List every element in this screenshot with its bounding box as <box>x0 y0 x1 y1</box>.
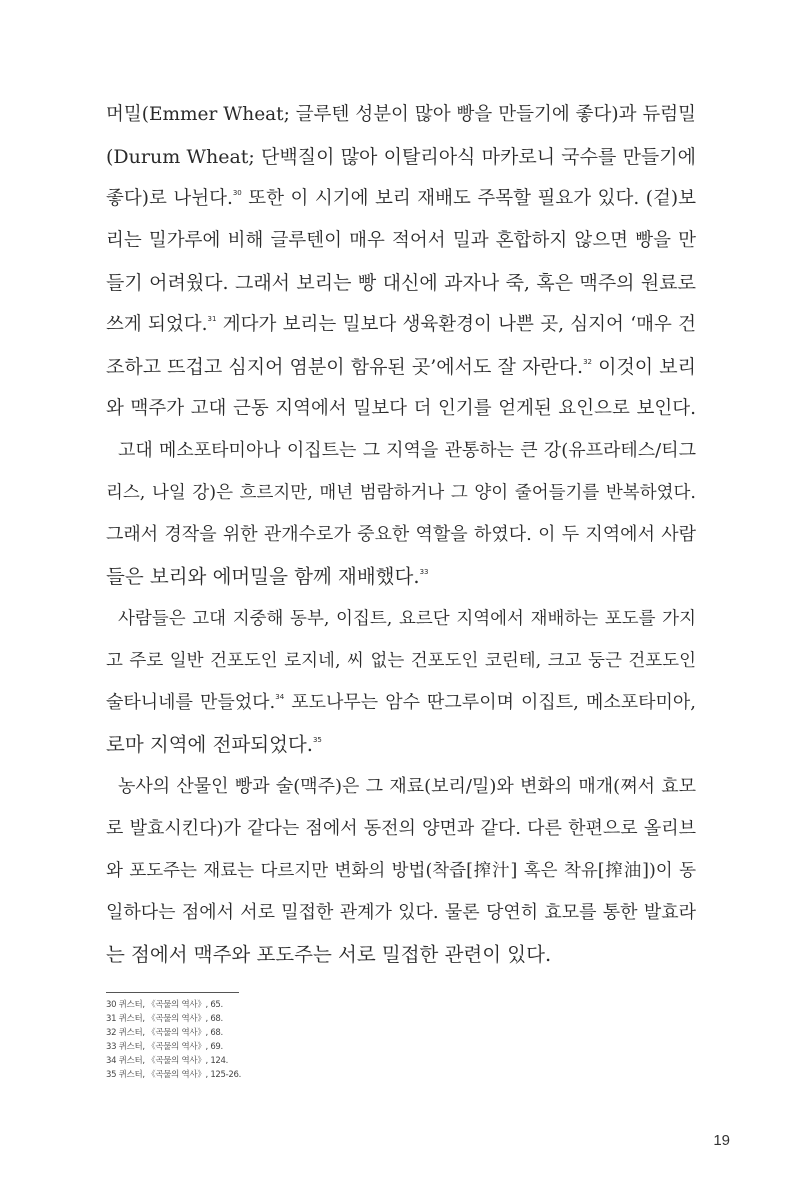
body-line: 로마 지역에 전파되었다.$^{35}$ <box>106 733 322 756</box>
body-line: 리는 밀가루에 비해 글루텐이 매우 적어서 밀과 혼합하지 않으면 빵을 만 <box>106 230 696 251</box>
footnote-ref: 33 <box>419 568 429 576</box>
body-line: 와 포도주는 재료는 다르지만 변화의 방법(착즙[搾汁] 혹은 착유[搾油])이 동 <box>106 861 696 881</box>
footnote-divider <box>106 992 239 993</box>
body-line: 는 점에서 맥주와 포도주는 서로 밀접한 관련이 있다. <box>106 943 552 966</box>
body-line: 좋다)로 나뉜다.$^{30}$ 또한 이 시기에 보리 재배도 주목할 필요가 있다. (겉)보 <box>106 188 696 209</box>
body-line: 고대 메소포타미아나 이집트는 그 지역을 관통하는 큰 강(유프라테스/티그 <box>118 440 696 461</box>
body-line: 일하다는 점에서 서로 밀접한 관계가 있다. 물론 당연히 효모를 통한 발효라 <box>106 902 696 923</box>
body-line: (Durum Wheat; 단백질이 많아 이탈리아식 마카로니 국수를 만들기에 <box>106 146 696 168</box>
footnote: 31 퀴스터, 《곡물의 역사》, 68. <box>106 1014 223 1024</box>
body-line: 사람들은 고대 지중해 동부, 이집트, 요르단 지역에서 재배하는 포도를 가지 <box>118 609 696 629</box>
footnote: 35 퀴스터, 《곡물의 역사》, 125-26. <box>106 1070 242 1080</box>
footnote-ref: 35 <box>312 736 322 744</box>
body-line: 리스, 나일 강)은 흐르지만, 매년 범람하거나 그 양이 줄어들기를 반복하였다. <box>106 483 696 503</box>
body-line: 조하고 뜨겁고 심지어 염분이 함유된 곳’에서도 잘 자란다.$^{32}$ 이것이 보리 <box>106 356 696 378</box>
footnote-ref: 34 <box>275 693 285 701</box>
footnote-ref: 32 <box>583 358 592 366</box>
footnote: 33 퀴스터, 《곡물의 역사》, 69. <box>106 1042 223 1052</box>
footnote: 34 퀴스터, 《곡물의 역사》, 124. <box>106 1056 229 1066</box>
body-line: 들은 보리와 에머밀을 함께 재배했다.$^{33}$ <box>106 565 429 588</box>
body-line: 그래서 경작을 위한 관개수로가 중요한 역할을 하였다. 이 두 지역에서 사람 <box>106 524 696 545</box>
footnote-ref: 30 <box>232 189 242 197</box>
body-line: 머밀(Emmer Wheat; 글루텐 성분이 많아 빵을 만들기에 좋다)과 듀럼밀 <box>106 104 696 125</box>
body-line: 농사의 산물인 빵과 술(맥주)은 그 재료(보리/밀)와 변화의 매개(쪄서 효모 <box>118 776 696 797</box>
footnote: 32 퀴스터, 《곡물의 역사》, 68. <box>106 1028 223 1038</box>
page-number: 19 <box>713 1132 730 1149</box>
body-line: 로 발효시킨다)가 같다는 점에서 동전의 양면과 같다. 다른 한편으로 올리브 <box>106 818 696 839</box>
body-line: 들기 어려웠다. 그래서 보리는 빵 대신에 과자나 죽, 혹은 맥주의 원료로 <box>106 272 696 294</box>
body-line: 고 주로 일반 건포도인 로지네, 씨 없는 건포도인 코린테, 크고 둥근 건포도인 <box>106 651 696 671</box>
body-line: 술타니네를 만들었다.$^{34}$ 포도나무는 암수 딴그루이며 이집트, 메소포타미아, <box>106 692 696 713</box>
footnote-ref: 31 <box>207 315 217 323</box>
body-line: 와 맥주가 고대 근동 지역에서 밀보다 더 인기를 얻게된 요인으로 보인다. <box>106 398 696 419</box>
body-line: 쓰게 되었다.$^{31}$ 게다가 보리는 밀보다 생육환경이 나쁜 곳, 심지어 ‘매우 건 <box>106 314 696 335</box>
footnote: 30 퀴스터, 《곡물의 역사》, 65. <box>106 1000 223 1010</box>
